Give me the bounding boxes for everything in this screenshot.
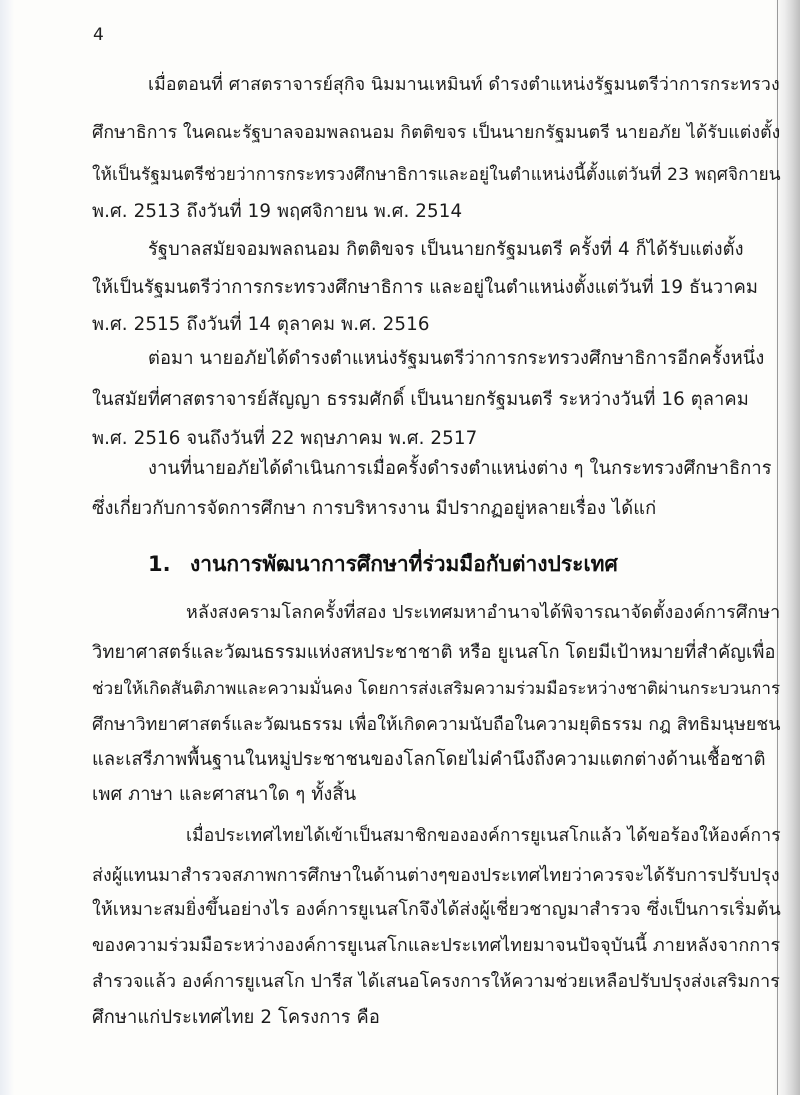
paragraph-line: เพศ ภาษา และศาสนาใด ๆ ทั้งสิ้น xyxy=(92,784,357,805)
paragraph-line: พ.ศ. 2513 ถึงวันที่ 19 พฤศจิกายน พ.ศ. 2514 xyxy=(92,201,463,222)
paragraph-line: ส่งผู้แทนมาสำรวจสภาพการศึกษาในด้านต่างๆของประเทศไทยว่าควรจะได้รับการปรับปรุง xyxy=(92,865,780,886)
paragraph-line: ศึกษาธิการ ในคณะรัฐบาลจอมพลถนอม กิตติขจร เป็นนายกรัฐมนตรี นายอภัย ได้รับแต่งตั้ง xyxy=(92,123,781,143)
paragraph-line: ให้เป็นรัฐมนตรีว่าการกระทรวงศึกษาธิการ และอยู่ในตำแหน่งตั้งแต่วันที่ 19 ธันวาคม xyxy=(92,277,759,298)
paragraph-line: รัฐบาลสมัยจอมพลถนอม กิตติขจร เป็นนายกรัฐมนตรี ครั้งที่ 4 ก็ได้รับแต่งตั้ง xyxy=(148,239,744,260)
paragraph-line: ให้เหมาะสมยิ่งขึ้นอย่างไร องค์การยูเนสโกจึงได้ส่งผู้เชี่ยวชาญมาสำรวจ ซึ่งเป็นการเริ่มต้น xyxy=(92,899,781,920)
paragraph-line: ต่อมา นายอภัยได้ดำรงตำแหน่งรัฐมนตรีว่าการกระทรวงศึกษาธิการอีกครั้งหนึ่ง xyxy=(148,348,765,369)
page-number: 4 xyxy=(93,25,104,45)
paragraph-line: ช่วยให้เกิดสันติภาพและความมั่นคง โดยการส่งเสริมความร่วมมือระหว่างชาติผ่านกระบวนการ xyxy=(92,679,781,699)
paragraph-line: ให้เป็นรัฐมนตรีช่วยว่าการกระทรวงศึกษาธิการและอยู่ในตำแหน่งนี้ตั้งแต่วันที่ 23 พฤศจิกายน xyxy=(92,165,781,185)
paragraph-line: พ.ศ. 2515 ถึงวันที่ 14 ตุลาคม พ.ศ. 2516 xyxy=(92,314,430,335)
paragraph-line: เมื่อตอนที่ ศาสตราจารย์สุกิจ นิมมานเหมินท์ ดำรงตำแหน่งรัฐมนตรีว่าการกระทรวง xyxy=(148,75,780,95)
section-title: งานการพัฒนาการศึกษาที่ร่วมมือกับต่างประเทศ xyxy=(190,552,618,576)
paragraph-line: ซึ่งเกี่ยวกับการจัดการศึกษา การบริหารงาน มีปรากฏอยู่หลายเรื่อง ได้แก่ xyxy=(92,498,657,519)
scan-bleed-mark xyxy=(18,520,32,640)
scan-left-edge xyxy=(0,0,14,1095)
paragraph-line: ศึกษาแก่ประเทศไทย 2 โครงการ คือ xyxy=(92,1007,380,1028)
paragraph-line: ในสมัยที่ศาสตราจารย์สัญญา ธรรมศักดิ์ เป็นนายกรัฐมนตรี ระหว่างวันที่ 16 ตุลาคม xyxy=(92,389,749,410)
paragraph-line: ศึกษาวิทยาศาสตร์และวัฒนธรรม เพื่อให้เกิดความนับถือในความยุติธรรม กฎ สิทธิมนุษยชน xyxy=(92,715,781,735)
paragraph-line: ของความร่วมมือระหว่างองค์การยูเนสโกและประเทศไทยมาจนปัจจุบันนี้ ภายหลังจากการ xyxy=(92,935,781,956)
paragraph-line: งานที่นายอภัยได้ดำเนินการเมื่อครั้งดำรงตำแหน่งต่าง ๆ ในกระทรวงศึกษาธิการ xyxy=(148,458,772,479)
paragraph-line: สำรวจแล้ว องค์การยูเนสโก ปารีส ได้เสนอโครงการให้ความช่วยเหลือปรับปรุงส่งเสริมการ xyxy=(92,971,780,992)
section-heading xyxy=(148,548,618,581)
scan-bleed-mark xyxy=(18,370,32,440)
paragraph-line: พ.ศ. 2516 จนถึงวันที่ 22 พฤษภาคม พ.ศ. 2517 xyxy=(92,428,478,449)
paragraph-line: เมื่อประเทศไทยได้เข้าเป็นสมาชิกขององค์การยูเนสโกแล้ว ได้ขอร้องให้องค์การ xyxy=(186,826,781,846)
paragraph-line: หลังสงครามโลกครั้งที่สอง ประเทศมหาอำนาจได้พิจารณาจัดตั้งองค์การศึกษา xyxy=(186,602,781,623)
section-number: 1. xyxy=(148,552,171,576)
paragraph-line: และเสรีภาพพื้นฐานในหมู่ประชาชนของโลกโดยไม่คำนึงถึงความแตกต่างด้านเชื้อชาติ xyxy=(92,749,766,770)
paragraph-line: วิทยาศาสตร์และวัฒนธรรมแห่งสหประชาชาติ หรือ ยูเนสโก โดยมีเป้าหมายที่สำคัญเพื่อ xyxy=(92,642,776,663)
